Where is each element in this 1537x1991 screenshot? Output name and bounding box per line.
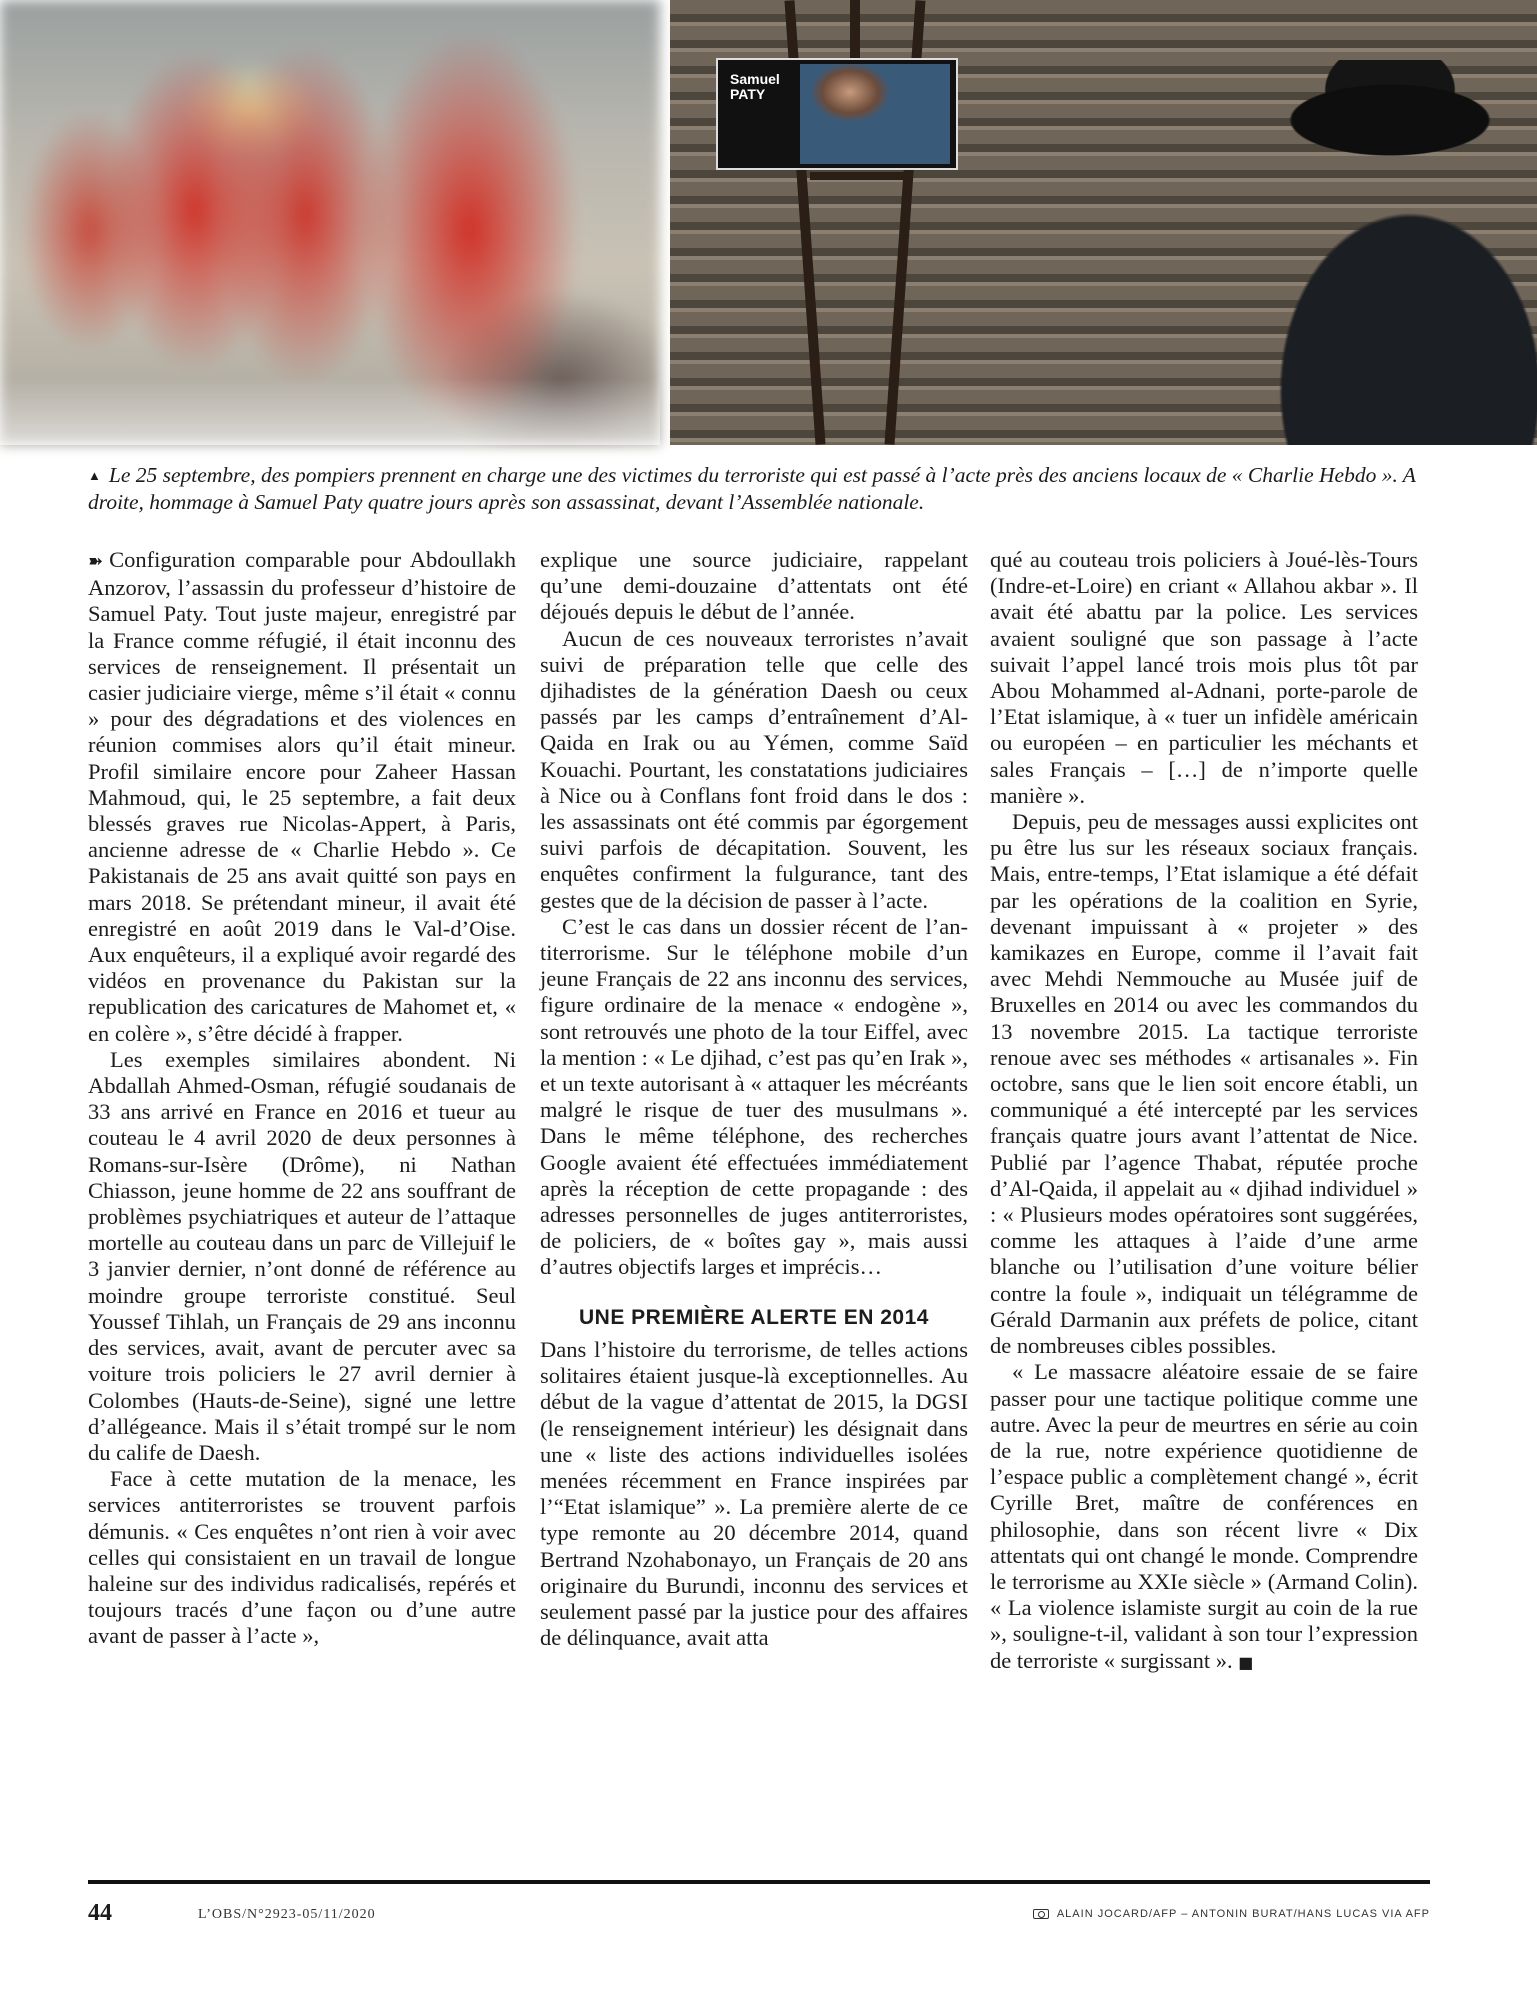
column-3	[990, 547, 1418, 1676]
paragraph: Les exemples similaires abondent. Ni Abdallah Ahmed-Osman, réfugié soudanais de 33 ans arrivé en France en 2016 et tueur au couteau le 4 avril 2020 de deux personnes à Romans-sur-Isère (Drôme), ni Nathan Chiasson, jeune homme de 22 ans souffrant de problèmes psychiatriques et auteur de l’attaque mortelle au couteau dans un parc de Villejuif le 3 janvier dernier, n’ont donné de référence au moindre groupe terroriste constitué. Seul Youssef Tihlah, un Français de 29 ans inconnu des services, avait, avant de percuter avec sa voiture trois policiers le 27 avril dernier à Colombes (Hauts-de-Seine), signé une lettre d’allégeance. Mais il s’était trompé sur le nom du calife de Daesh.	[88, 1046, 516, 1465]
paragraph: Face à cette mutation de la menace, les services antiterroristes se trouvent parfois démunis. « Ces enquêtes n’ont rien à voir avec celles qui consistaient en un travail de longue haleine sur des individus radicalisés, repérés et toujours tracés d’une façon ou d’une autre avant de passer à l’acte »,	[88, 1466, 516, 1649]
paragraph-text: « Le massacre aléatoire essaie de se faire passer pour une tactique politique comme une autre. Avec la peur de meurtres en série au coin de la rue, notre expérience quotidienne de l’espace public a complètement changé », écrit Cyrille Bret, maître de conférences en philosophie, dans son récent livre « Dix attentats qui ont changé le monde. Comprendre le terrorisme au XXIe siècle » (Armand Colin). « La violence islamiste surgit au coin de la rue », souligne-t-il, validant à son tour l’expression de terroriste « surgissant ».	[990, 1359, 1418, 1673]
caption-text: Le 25 septembre, des pompiers prennent en charge une des victimes du terroriste qui est passé à l’acte près des anciens locaux de « Charlie Hebdo ». A droite, hommage à Samuel Paty quatre jours après son assassinat, devant l’Assemblée nationale.	[88, 463, 1416, 514]
paragraph	[990, 1359, 1418, 1675]
paragraph-text: Configuration comparable pour Abdoullakh Anzorov, l’assassin du professeur d’histoire de Samuel Paty. Tout juste majeur, enregistré par la France comme réfugié, il était inconnu des services de renseignement. Il présentait un casier judiciaire vierge, même s’il était « connu » pour des dégradations et des violences en réunion commises alors qu’il était mineur. Profil similaire encore pour Zaheer Hassan Mahmoud, qui, le 25 septembre, a fait deux blessés graves rue Nicolas-Appert, à Paris, ancienne adresse de « Charlie Hebdo ». Ce Pakistanais de 25 ans avait quitté son pays en mars 2018. Se prétendant mineur, il avait été enregistré en août 2019 dans le Val-d’Oise. Aux enquêteurs, il a expliqué avoir regardé des vidéos en provenance du Pakistan sur la republication des caricatures de Mahomet et, « en colère », s’être décidé à frapper.	[88, 547, 516, 1046]
page-number: 44	[88, 1900, 112, 1926]
paragraph: Aucun de ces nouveaux terroristes n’avait suivi de préparation telle que celle des djihadistes de la génération Daesh ou ceux passés par les camps d’entraînement d’Al-Qaida en Irak ou au Yémen, comme Saïd Kouachi. Pourtant, les constatations judiciaires à Nice ou à Conflans font froid dans le dos : les assassinats ont été commis par égorgement suivi parfois de décapitation. Souvent, les enquêtes confirment la fulgurance, tant des gestes que de la décision de passer à l’acte.	[540, 625, 968, 913]
column-1	[88, 547, 516, 1650]
portrait-face	[800, 64, 950, 164]
photo-credit-text: ALAIN JOCARD/AFP – ANTONIN BURAT/HANS LUCAS VIA AFP	[1056, 1908, 1430, 1920]
paragraph: C’est le cas dans un dossier récent de l’antiterrorisme. Sur le téléphone mobile d’un jeune Français de 22 ans inconnu des services, figure ordinaire de la menace « endogène », sont retrouvés une photo de la tour Eiffel, avec la mention : « Le djihad, c’est pas qu’en Irak », et un texte autorisant à « attaquer les mécréants malgré le risque de tuer des musulmans ». Dans le même téléphone, des recherches Google avaient été effectuées immédiatement après la réception de cette propagande : des adresses personnelles de juges antiterroristes, de policiers, de « boîtes gay », mais aussi d’autres objectifs larges et imprécis…	[540, 913, 968, 1280]
paragraph	[88, 547, 516, 1047]
tribute-photo	[670, 0, 1537, 445]
portrait-name: Samuel PATY	[730, 71, 780, 102]
photo-caption	[88, 462, 1448, 516]
arrow-icon: ➽	[88, 551, 104, 572]
samuel-paty-portrait	[716, 58, 958, 170]
column-2	[540, 547, 968, 1651]
paragraph: explique une source judiciaire, rappelant qu’une demi-douzaine d’attentats ont été déjoués depuis le début de l’année.	[540, 547, 968, 625]
footer-rule	[88, 1880, 1430, 1884]
paragraph: Depuis, peu de messages aussi explicites ont pu être lus sur les réseaux sociaux français. Mais, entre-temps, l’Etat islamique a été défait par les opérations de la coalition en Syrie, devenant impuissant à « projeter » des kamikazes en Europe, comme il l’avait fait avec Mehdi Nemmouche au Musée juif de Bruxelles en 2014 ou avec les commandos du 13 novembre 2015. La tactique terroriste renoue avec ses méthodes « artisanales ». Fin octobre, sans que le lien soit encore établi, un communiqué a été intercepté par les services français quatre jours avant l’attentat de Nice. Publié par l’agence Thabat, réputée proche d’Al-Qaida, il appelait au « djihad individuel » : « Plusieurs modes opératoires sont suggérées, comme les attaques à l’aide d’une arme blanche ou l’utilisation d’une voiture bélier contre la foule », indiquait un télégramme de Gérald Darmanin aux préfets de police, citant de nombreuses cibles possibles.	[990, 809, 1418, 1359]
end-mark-icon: ■	[1238, 1652, 1254, 1672]
camera-icon	[1033, 1909, 1049, 1919]
caption-marker: ▲	[88, 468, 101, 483]
issue-line: L’OBS/N°2923-05/11/2020	[198, 1907, 376, 1922]
paragraph: Dans l’histoire du terrorisme, de telles actions solitaires étaient jusque-là exceptionnelles. Au début de la vague d’attentat de 2015, la DGSI (le renseignement intérieur) les désignait dans une « liste des actions individuelles isolées menées récemment en France inspirées par l’“Etat islamique” ». La première alerte de ce type remonte au 20 décembre 2014, quand Bertrand Nzohabonayo, un Français de 20 ans originaire du Burundi, inconnu des services et seulement passé par la justice pour des affaires de délinquance, avait atta	[540, 1336, 968, 1651]
man-in-hat	[1240, 60, 1537, 445]
section-subhead: UNE PREMIÈRE ALERTE EN 2014	[579, 1305, 929, 1329]
photo-credit	[1033, 1908, 1430, 1920]
photo-fade	[0, 0, 660, 445]
paragraph: qué au couteau trois policiers à Joué-lès-Tours (Indre-et-Loire) en criant « Allahou akbar ». Il avait été abattu par la police. Les services avaient souligné que son passage à l’acte suivait l’appel lancé trois mois plus tôt par Abou Mohammed al-Adnani, porte-parole de l’Etat islamique, à « tuer un infidèle américain ou européen – en particulier les méchants et sales Français – […] de n’importe quelle manière ».	[990, 547, 1418, 808]
